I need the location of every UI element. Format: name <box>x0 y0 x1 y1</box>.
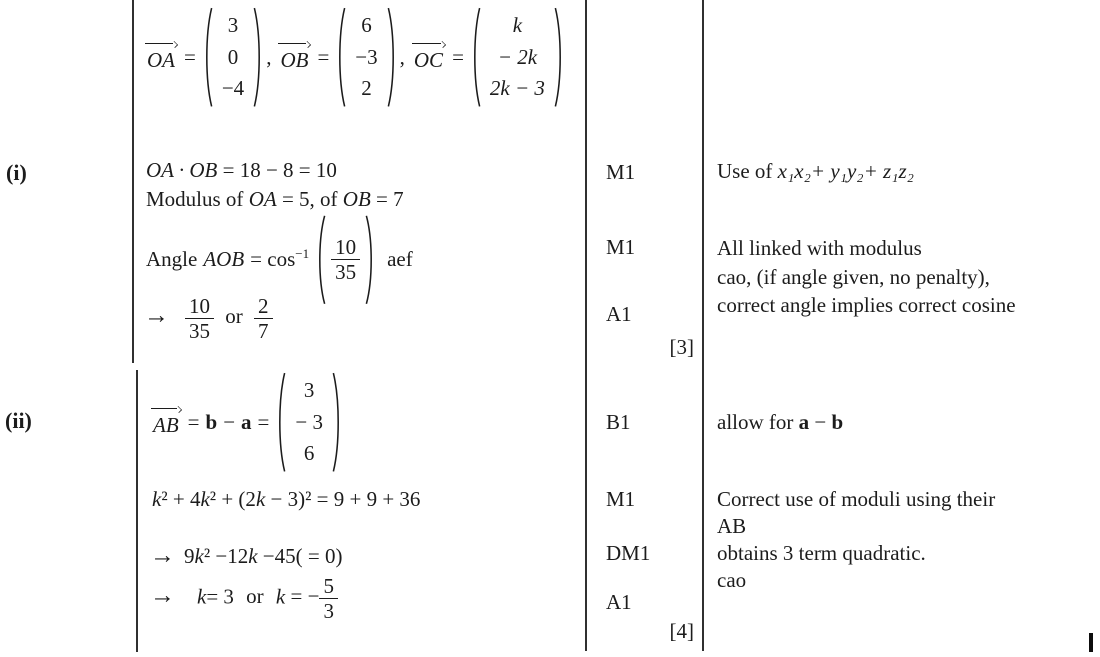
right-paren-icon <box>365 214 376 306</box>
left-paren-icon <box>335 6 346 109</box>
inverse-sup: −1 <box>295 246 310 262</box>
right-paren-icon <box>332 371 343 474</box>
cos-inverse <box>250 247 309 272</box>
vector-oa-text: OA <box>147 48 175 73</box>
comments-column-rule <box>702 0 704 651</box>
equals-sign: = <box>184 44 196 69</box>
implies-arrow-icon: → <box>150 582 175 610</box>
right-paren-icon <box>554 6 565 109</box>
vector-component: 0 <box>227 44 239 69</box>
comment-correct-angle: correct angle implies correct cosine <box>717 293 1016 317</box>
left-column-rule-bottom <box>136 370 138 652</box>
modulus-text: = 5, of <box>281 187 338 211</box>
comment-allow-a-minus-b: allow for a − b <box>717 410 844 434</box>
right-paren-icon <box>253 6 264 109</box>
part-ii-label: (ii) <box>5 408 32 433</box>
vector-component: −4 <box>221 76 245 100</box>
angle-text: Angle <box>146 247 198 272</box>
vector-component: 2 <box>361 76 372 100</box>
comment-modulus: All linked with modulus <box>717 236 922 260</box>
modulus-text: = 7 <box>376 187 404 211</box>
vector-ab-column <box>275 371 343 474</box>
vector-component: 6 <box>361 13 372 37</box>
k-equals-neg: = − $\frac{5}{3}$ <box>291 584 338 608</box>
b-vector-bold: b <box>205 409 218 434</box>
dot-product-rhs: = 18 − 8 = 10 <box>222 158 337 182</box>
angle-fraction-parens <box>315 214 376 306</box>
vector-component: k <box>512 13 523 37</box>
comment-moduli: Correct use of moduli using their <box>717 487 996 511</box>
comma: , <box>399 44 405 69</box>
vector-oc-name <box>411 41 446 73</box>
fraction-10-35: $\frac{10}{35}$ <box>185 294 214 343</box>
fraction-2-7: $\frac{2}{7}$ <box>254 294 273 343</box>
vector-ob-components <box>346 6 386 109</box>
equals-sign: = <box>187 409 200 434</box>
vector-ab-text: AB <box>153 413 179 438</box>
work-ii-quadratic: → 9k² −12k −45( = 0) <box>150 542 343 569</box>
comment-dot-product: Use of x₁x₂+ y₁y₂+ z₁z₂ <box>717 159 914 183</box>
work-ii-quadratic-setup: k² + 4k² + (2k − 3)² = 9 + 9 + 36 <box>152 487 421 511</box>
aob-var: AOB <box>203 247 245 272</box>
equals-sign: = <box>452 44 464 69</box>
part-i-label: (i) <box>6 160 27 185</box>
vector-component: 6 <box>303 441 315 465</box>
work-i-angle <box>146 214 413 306</box>
vector-oc-components <box>481 6 554 109</box>
mark-total-ii: [4] <box>669 619 694 643</box>
mark-m1-b: M1 <box>606 235 636 259</box>
left-paren-icon <box>315 214 326 306</box>
left-column-rule-top <box>132 0 134 363</box>
vector-oc-text: OC <box>413 48 444 73</box>
vector-component: 3 <box>227 13 239 37</box>
vector-oa-name <box>144 41 178 73</box>
work-ii-solutions: → k= 3 or k = − $\frac{5}{3}$ <box>150 574 338 623</box>
work-ii-ab-vector <box>150 371 343 474</box>
vector-ob-column <box>335 6 397 109</box>
vector-ob-name <box>277 41 311 73</box>
or-text: or <box>225 304 243 329</box>
equals-sign: = <box>257 409 270 434</box>
mark-a1-a: A1 <box>606 302 632 326</box>
vector-component: − 3 <box>295 409 323 434</box>
marks-column-rule <box>585 0 587 651</box>
modulus-text: Modulus of <box>146 187 244 211</box>
k-equals-3: k= 3 <box>197 584 234 609</box>
or-text: or <box>246 584 264 609</box>
vector-component: −3 <box>355 44 378 69</box>
vector-component: 3 <box>303 378 315 402</box>
comment-cao-penalty: cao, (if angle given, no penalty), <box>717 265 990 289</box>
aef-text: aef <box>387 247 413 272</box>
left-paren-icon <box>470 6 481 109</box>
left-paren-icon <box>202 6 213 109</box>
work-i-modulus <box>146 187 404 212</box>
vector-oc-column <box>470 6 565 109</box>
ob-var: OB <box>342 187 371 211</box>
a-vector-bold: a <box>241 409 252 434</box>
vector-ob-text: OB <box>280 48 309 73</box>
mark-total-i: [3] <box>669 335 694 359</box>
comment-quadratic: obtains 3 term quadratic. <box>717 541 926 565</box>
mark-m1-c: M1 <box>606 487 636 511</box>
mark-a1-b: A1 <box>606 590 632 614</box>
implies-arrow-icon: → <box>150 542 175 569</box>
comma: , <box>266 44 272 69</box>
comment-cao: cao <box>717 568 747 592</box>
page-edge-tick <box>1089 633 1093 652</box>
fraction-5-3: $\frac{5}{3}$ <box>319 574 338 623</box>
comment-ab: AB <box>717 514 747 538</box>
work-i-result <box>144 294 273 343</box>
minus-sign: − <box>223 409 236 434</box>
vector-component: − 2k <box>497 44 538 69</box>
work-i-dot-product <box>146 158 337 183</box>
mark-dm1: DM1 <box>606 541 651 565</box>
fraction-10-35: $\frac{10}{35}$ <box>331 235 360 284</box>
mark-b1: B1 <box>606 410 631 434</box>
vector-component: 2k − 3 <box>489 76 545 100</box>
vector-ab-name <box>150 406 182 438</box>
vector-definitions-row <box>144 6 565 109</box>
mark-m1-a: M1 <box>606 160 636 184</box>
vector-ab-components <box>286 371 332 474</box>
equals-sign: = <box>317 44 330 69</box>
implies-arrow-icon: → <box>144 302 169 330</box>
right-paren-icon <box>387 6 398 109</box>
cos-text: = cos <box>250 247 296 272</box>
vector-oa-column <box>202 6 264 109</box>
left-paren-icon <box>275 371 286 474</box>
vector-oa-components <box>213 6 253 109</box>
dot-product-lhs: OA · OB <box>146 158 218 182</box>
oa-var: OA <box>248 187 277 211</box>
dot-product-formula: x₁x₂+ y₁y₂+ z₁z₂ <box>777 159 914 183</box>
